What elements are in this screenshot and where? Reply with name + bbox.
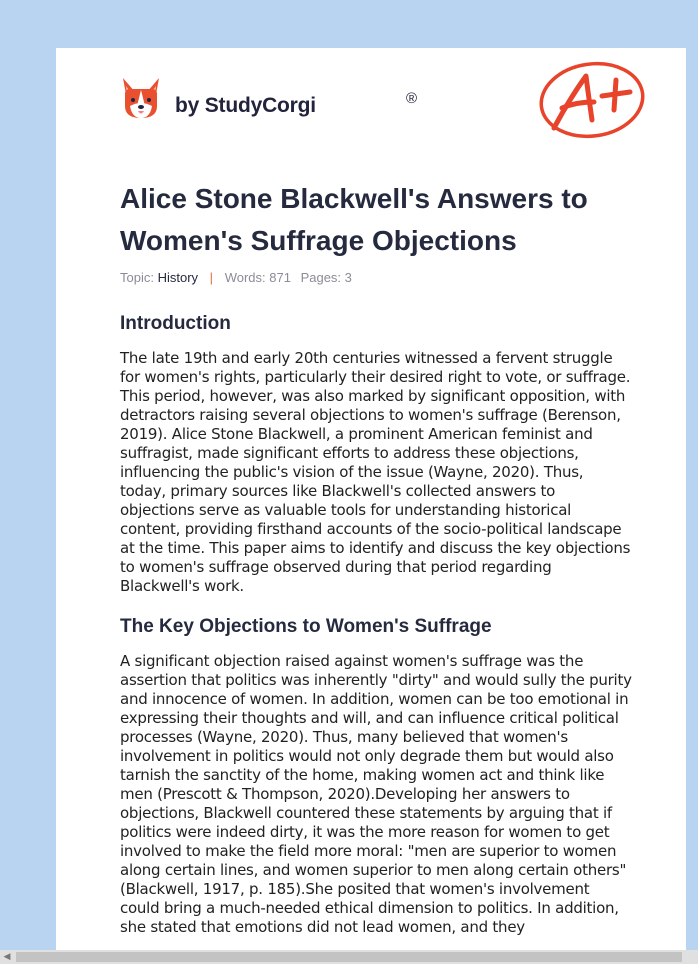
page-count: Pages: 3 xyxy=(300,270,352,285)
registered-mark: ® xyxy=(406,90,418,107)
corgi-logo-icon xyxy=(120,76,162,122)
document-page xyxy=(56,48,686,964)
page-title: Alice Stone Blackwell's Answers to Women's Suffrage Objections xyxy=(120,183,588,256)
topic-label: Topic: xyxy=(120,270,154,285)
section-heading-introduction: Introduction xyxy=(120,313,231,334)
scroll-left-arrow-icon[interactable]: ◀ xyxy=(3,952,11,962)
studycorgi-logo[interactable] xyxy=(120,76,418,122)
scrollbar-thumb[interactable] xyxy=(16,952,682,962)
topic-link[interactable]: History xyxy=(157,270,199,285)
meta-separator: | xyxy=(209,270,214,285)
brand-name: by StudyCorgi xyxy=(175,94,316,117)
section-body-key-objections: A significant objection raised against women's suffrage was the assertion that politics was inherently "dirty" and would sully the purity and innocence of women. In addition, women can be too emotional in expressing their thoughts and will, and can influence critical political processes (Wayne, 2020). Thus, many believed that women's involvement in politics would not only degrade them but would also tarnish the sanctity of the home, making women act and think like men (Prescott & Thompson, 2020).Developing her answers to objections, Blackwell countered these statements by arguing that if politics were indeed dirty, it was the more reason for women to get involved to make the field more moral: "men are superior to women along certain lines, and women superior to men along certain others" (Blackwell, 1917, p. 185).She posited that women's involvement could bring a much-needed ethical dimension to politics. In addition, she stated that emotions did not lead women, and they xyxy=(120,652,632,936)
word-count: Words: 871 xyxy=(224,270,291,285)
section-body-introduction: The late 19th and early 20th centuries witnessed a fervent struggle for women's rights, particularly their desired right to vote, or suffrage. This period, however, was also marked by significant opposition, with detractors raising several objections to women's suffrage (Berenson, 2019). Alice Stone Blackwell, a prominent American feminist and suffragist, made significant efforts to address these objections, influencing the public's vision of the issue (Wayne, 2020). Thus, today, primary sources like Blackwell's collected answers to objections serve as valuable tools for understanding historical content, providing firsthand accounts of the socio-political landscape at the time. This paper aims to identify and discuss the key objections to women's suffrage observed during that period regarding Blackwell's work. xyxy=(120,349,631,595)
article-meta xyxy=(120,270,352,285)
horizontal-scrollbar[interactable] xyxy=(0,950,698,964)
section-heading-key-objections: The Key Objections to Women's Suffrage xyxy=(120,616,492,637)
grade-a-plus-icon xyxy=(536,58,648,142)
